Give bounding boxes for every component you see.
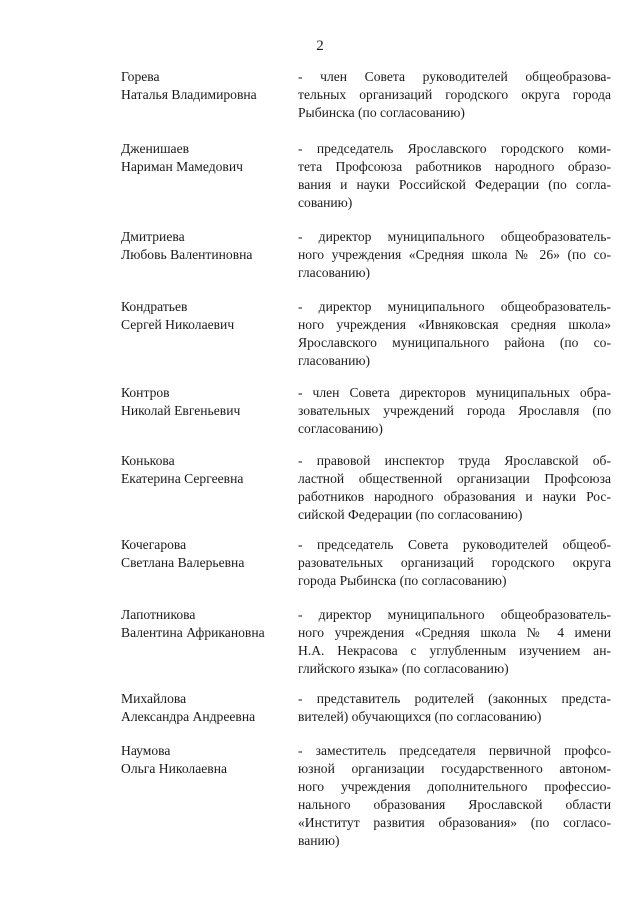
role-line: ного учреждения «Средняя школа № 26» (по со- — [298, 247, 611, 262]
role-line: вания и науки Российской Федерации (по согла- — [298, 177, 611, 192]
role-line: ванию) — [298, 833, 340, 848]
role-line: города Рыбинска (по согласованию) — [298, 573, 507, 588]
member-name — [121, 228, 296, 264]
member-surname: Дмитриева — [121, 229, 185, 244]
member-name — [121, 384, 296, 420]
member-given-names: Любовь Валентиновна — [121, 247, 253, 262]
role-line: сованию) — [298, 195, 353, 210]
role-line: Ярославского муниципального района (по со- — [298, 335, 611, 350]
role-line: «Институт развития образования» (по согласо- — [298, 815, 611, 830]
member-given-names: Нариман Мамедович — [121, 159, 243, 174]
member-role — [298, 68, 611, 122]
member-surname: Кондратьев — [121, 299, 188, 314]
role-line: - член Совета директоров муниципальных обра- — [298, 385, 611, 400]
role-line: гласованию) — [298, 265, 371, 280]
member-surname: Горева — [121, 69, 160, 84]
role-line: Рыбинска (по согласованию) — [298, 105, 465, 120]
member-name — [121, 140, 296, 176]
member-surname: Контров — [121, 385, 170, 400]
role-line: ного учреждения «Средняя школа № 4 имени — [298, 625, 611, 640]
role-line: - директор муниципального общеобразователь- — [298, 607, 611, 622]
role-line: разовательных организаций городского округа — [298, 555, 611, 570]
member-role — [298, 384, 611, 438]
role-line: - заместитель председателя первичной профсо- — [298, 743, 611, 758]
member-given-names: Екатерина Сергеевна — [121, 471, 244, 486]
role-line: согласованию) — [298, 421, 383, 436]
member-role — [298, 298, 611, 370]
role-line: - член Совета руководителей общеобразова- — [298, 69, 611, 84]
page-number: 2 — [316, 38, 324, 54]
member-given-names: Валентина Африкановна — [121, 625, 265, 640]
member-given-names: Наталья Владимировна — [121, 87, 257, 102]
member-surname: Дженишаев — [121, 141, 190, 156]
role-line: ластной общественной организации Профсоюза — [298, 471, 611, 486]
role-line: нального образования Ярославской области — [298, 797, 611, 812]
member-role — [298, 140, 611, 212]
member-name — [121, 68, 296, 104]
role-line: тета Профсоюза работников народного образо- — [298, 159, 611, 174]
role-line: Н.А. Некрасова с углубленным изучением ан- — [298, 643, 611, 658]
member-role — [298, 742, 611, 850]
role-line: ного учреждения «Ивняковская средняя школа» — [298, 317, 611, 332]
member-name — [121, 606, 296, 642]
member-name — [121, 298, 296, 334]
role-line: юзной организации государственного автоном- — [298, 761, 611, 776]
role-line: зовательных учреждений города Ярославля (по — [298, 403, 611, 418]
member-given-names: Сергей Николаевич — [121, 317, 235, 332]
member-given-names: Александра Андреевна — [121, 709, 256, 724]
role-line: - директор муниципального общеобразователь- — [298, 229, 611, 244]
member-given-names: Светлана Валерьевна — [121, 555, 245, 570]
role-line: сийской Федерации (по согласованию) — [298, 507, 523, 522]
member-surname: Кочегарова — [121, 537, 187, 552]
member-name — [121, 690, 296, 726]
member-role — [298, 536, 611, 590]
role-line: гласованию) — [298, 353, 371, 368]
role-line: - правовой инспектор труда Ярославской об- — [298, 453, 611, 468]
member-name — [121, 742, 296, 778]
member-name — [121, 452, 296, 488]
member-surname: Михайлова — [121, 691, 187, 706]
member-surname: Конькова — [121, 453, 175, 468]
member-role — [298, 452, 611, 524]
member-name — [121, 536, 296, 572]
member-surname: Наумова — [121, 743, 171, 758]
member-role — [298, 606, 611, 678]
role-line: глийского языка» (по согласованию) — [298, 661, 509, 676]
role-line: - представитель родителей (законных предста- — [298, 691, 611, 706]
role-line: вителей) обучающихся (по согласованию) — [298, 709, 542, 724]
role-line: - директор муниципального общеобразователь- — [298, 299, 611, 314]
role-line: работников народного образования и науки Рос- — [298, 489, 611, 504]
role-line: ного учреждения дополнительного профессио- — [298, 779, 611, 794]
member-role — [298, 228, 611, 282]
member-given-names: Николай Евгеньевич — [121, 403, 241, 418]
role-line: тельных организаций городского округа города — [298, 87, 611, 102]
member-surname: Лапотникова — [121, 607, 196, 622]
role-line: - председатель Совета руководителей общеоб- — [298, 537, 611, 552]
role-line: - председатель Ярославского городского коми- — [298, 141, 611, 156]
member-given-names: Ольга Николаевна — [121, 761, 228, 776]
member-role — [298, 690, 611, 726]
